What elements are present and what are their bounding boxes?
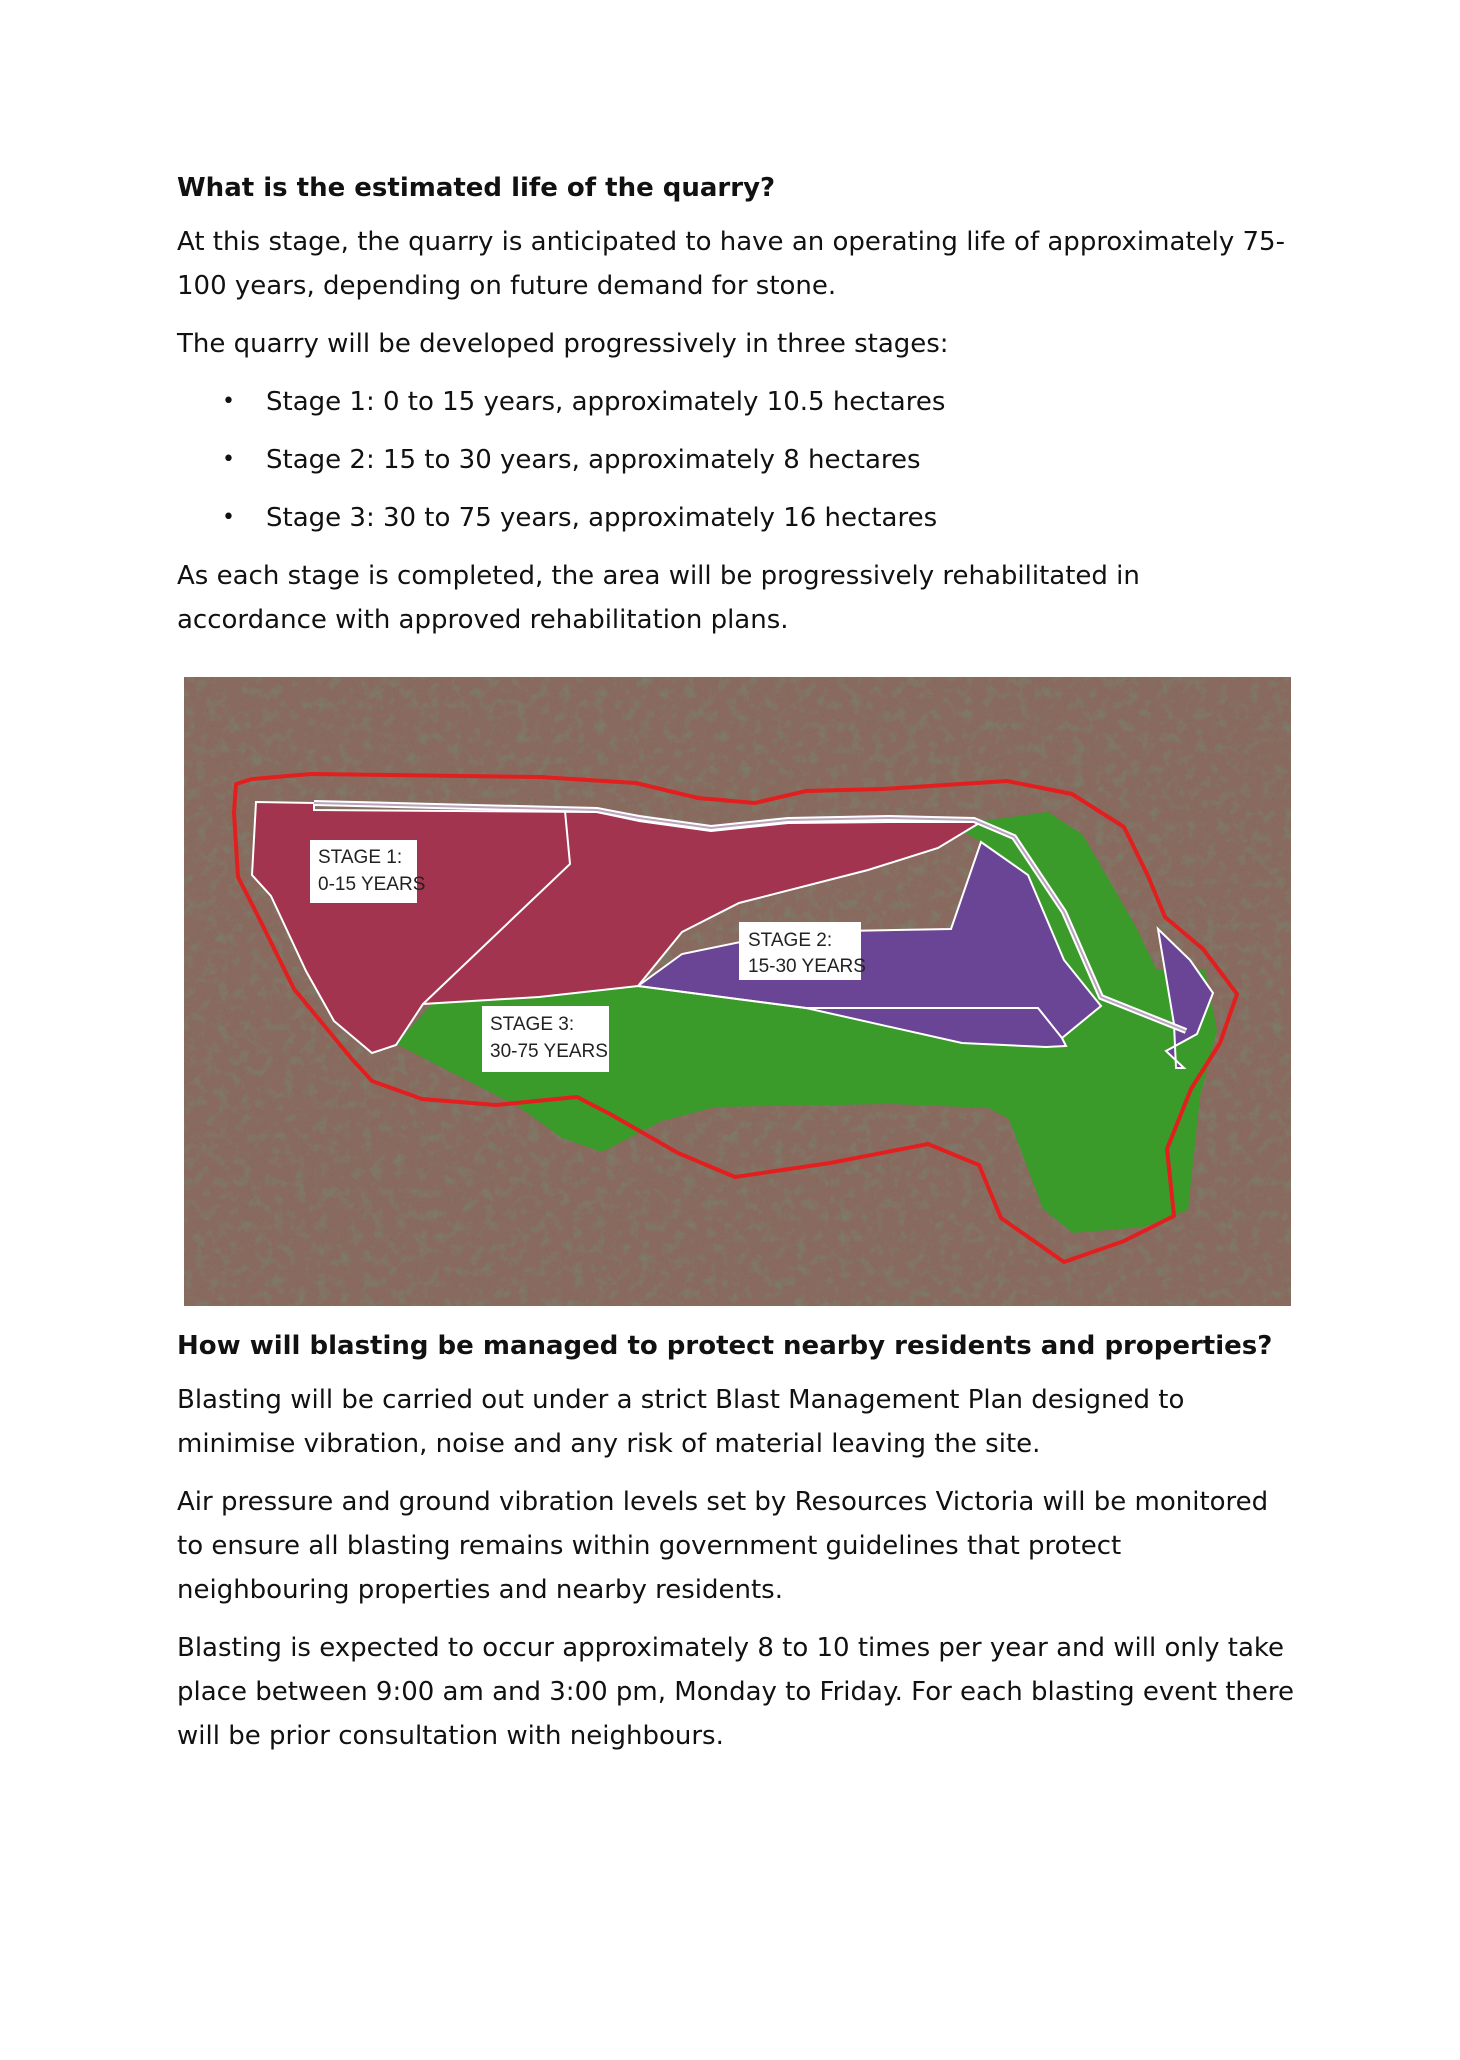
stage-2-label-line1: STAGE 2: [748, 930, 833, 951]
stage-1-label-line1: STAGE 1: [318, 847, 403, 868]
blasting-paragraph-1: Blasting will be carried out under a strict Blast Management Plan designed to minimise vibration, noise and any risk of material leaving the site. [177, 1385, 1185, 1459]
bullet-icon: • [222, 505, 235, 530]
quarry-life-heading: What is the estimated life of the quarry? [177, 173, 776, 203]
stage-3-text: Stage 3: 30 to 75 years, approximately 16 hectares [266, 503, 938, 533]
stage-3-label-line1: STAGE 3: [490, 1014, 575, 1035]
blasting-paragraph-3: Blasting is expected to occur approximately 8 to 10 times per year and will only take place between 9:00 am and 3:00 pm, Monday to Friday. For each blasting event there will be prior consultation with neighbours. [177, 1633, 1294, 1751]
stage-1-text: Stage 1: 0 to 15 years, approximately 10.5 hectares [266, 387, 946, 417]
map-svg [184, 677, 1291, 1306]
stages-list [177, 380, 1297, 540]
section-quarry-life [177, 170, 1297, 656]
bullet-icon: • [222, 389, 235, 414]
blasting-heading: How will blasting be managed to protect nearby residents and properties? [177, 1331, 1273, 1361]
stage-2-text: Stage 2: 15 to 30 years, approximately 8 hectares [266, 445, 921, 475]
list-item [177, 496, 1297, 540]
list-item [177, 380, 1297, 424]
bullet-icon: • [222, 447, 235, 472]
stage-3-label-line2: 30-75 YEARS [490, 1041, 608, 1062]
quarry-staging-map [184, 677, 1291, 1306]
stage-1-label-line2: 0-15 YEARS [318, 874, 426, 895]
rehabilitation-paragraph: As each stage is completed, the area will be progressively rehabilitated in accordance with approved rehabilitation plans. [177, 561, 1140, 635]
stages-intro-paragraph: The quarry will be developed progressively in three stages: [177, 329, 949, 359]
section-blasting [177, 1328, 1297, 1772]
quarry-life-paragraph: At this stage, the quarry is anticipated to have an operating life of approximately 75-100 years, depending on future demand for stone. [177, 227, 1285, 301]
list-item [177, 438, 1297, 482]
stage-2-label-line2: 15-30 YEARS [748, 956, 866, 977]
blasting-paragraph-2: Air pressure and ground vibration levels set by Resources Victoria will be monitored to ensure all blasting remains within government guidelines that protect neighbouring properties and nearby residents. [177, 1487, 1269, 1605]
